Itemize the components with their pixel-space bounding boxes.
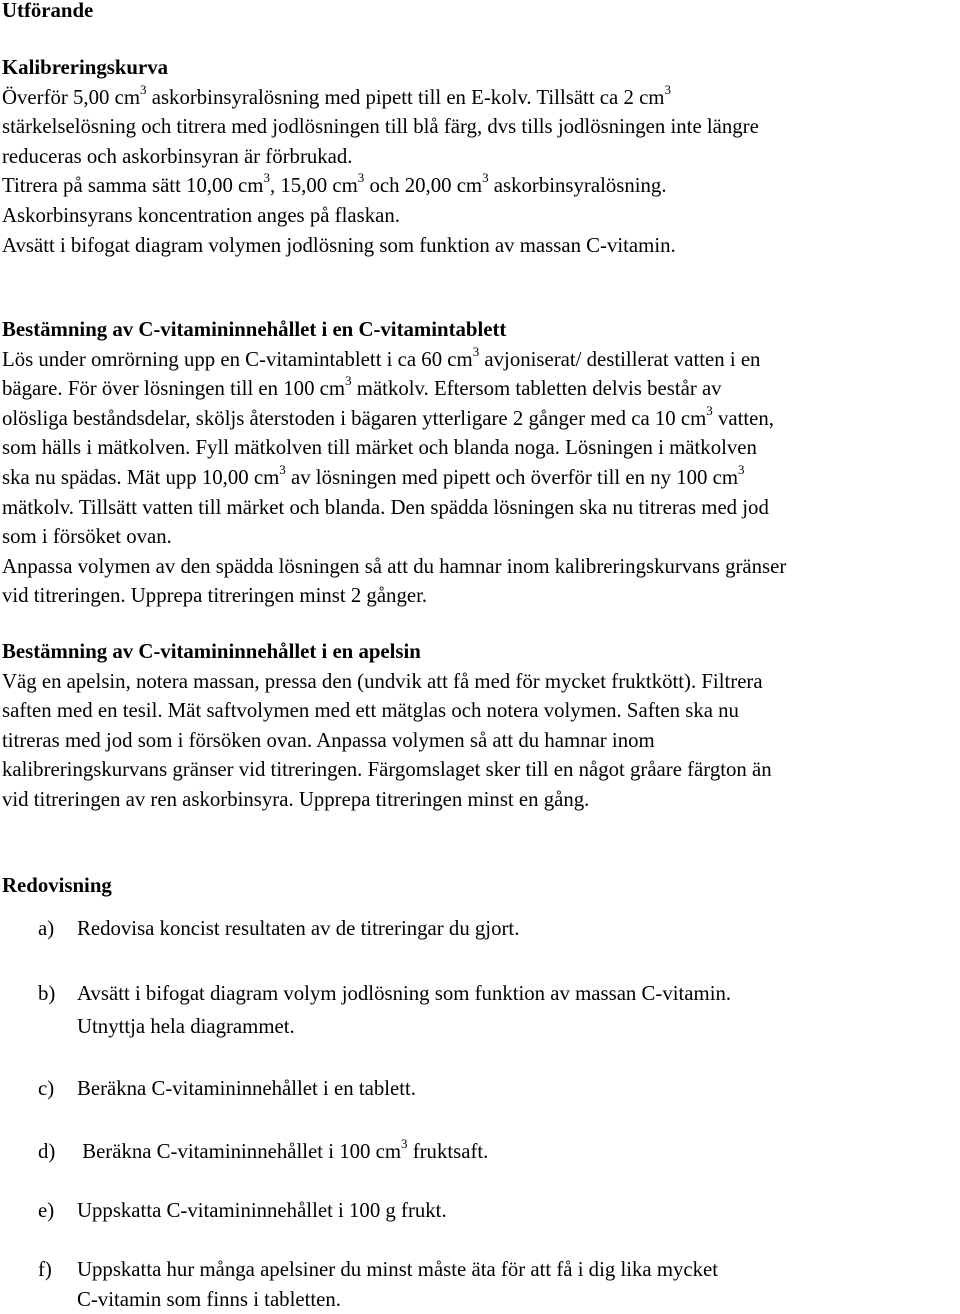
heading-kalibreringskurva: Kalibreringskurva [2,56,169,79]
superscript: 3 [706,402,713,418]
paragraph-line [2,404,952,434]
paragraph-line: vid titreringen av ren askorbinsyra. Upprepa titreringen minst en gång. [2,787,590,811]
superscript: 3 [738,462,745,478]
list-item-label: b) [38,982,56,1005]
superscript: 3 [345,373,352,389]
list-item-line [38,979,938,1009]
list-item-label: e) [38,1199,55,1222]
section-redovisning [2,871,952,901]
text-run: askorbinsyralösning. [488,174,667,198]
section-c-vitamintablett [2,315,952,611]
list-item [38,1196,938,1226]
paragraph-line: stärkelselösning och titrera med jodlösningen till blå färg, dvs tills jodlösningen inte längre [2,115,759,139]
heading-apelsin: Bestämning av C-vitamininnehållet i en apelsin [2,640,421,663]
text-run: och 20,00 cm [364,174,483,198]
superscript: 3 [279,462,286,478]
paragraph-line [2,463,952,493]
page-title: Utförande [2,0,94,22]
paragraph-line: reduceras och askorbinsyran är förbrukad. [2,144,353,168]
list-item-text: Beräkna C-vitamininnehållet i 100 cm [77,1140,401,1163]
list-item [38,1255,938,1314]
list-item [38,1137,938,1167]
paragraph-line: Avsätt i bifogat diagram volymen jodlösning som funktion av massan C-vitamin. [2,233,676,257]
paragraph-line [2,83,952,113]
paragraph-line: vid titreringen. Upprepa titreringen minst 2 gånger. [2,584,428,608]
list-item-continuation: C-vitamin som finns i tabletten. [77,1287,341,1311]
heading-tablett: Bestämning av C-vitamininnehållet i en C-vitamintablett [2,318,507,341]
text-run: vatten, [712,406,775,430]
section-title-utforande [2,0,952,26]
superscript: 3 [664,81,671,97]
text-run: av lösningen med pipett och överför till en ny 100 cm [285,465,738,489]
paragraph-line: Anpassa volymen av den spädda lösningen så att du hamnar inom kalibreringskurvans gränser [2,554,787,578]
list-item [38,1074,938,1104]
list-item-line [38,1137,938,1167]
list-item-continuation: Utnyttja hela diagrammet. [77,1014,295,1038]
list-item-text: Redovisa koncist resultaten av de titreringar du gjort. [77,917,520,940]
paragraph-line: som hälls i mätkolven. Fyll mätkolven till märket och blanda noga. Lösningen i mätkolven [2,436,757,460]
superscript: 3 [263,170,270,186]
superscript: 3 [140,81,147,97]
text-run: ska nu spädas. Mät upp 10,00 cm [2,465,280,489]
list-item-line [38,1074,938,1104]
list-item [38,979,938,1041]
paragraph-line: mätkolv. Tillsätt vatten till märket och blanda. Den spädda lösningen ska nu titreras med jod [2,495,769,519]
paragraph-line [2,374,952,404]
paragraph-line: som i försöket ovan. [2,525,172,549]
list-item-text: Avsätt i bifogat diagram volym jodlösning som funktion av massan C-vitamin. [77,982,732,1005]
list-item-text: Uppskatta C-vitamininnehållet i 100 g frukt. [77,1199,447,1222]
paragraph-line: titreras med jod som i försöken ovan. Anpassa volymen så att du hamnar inom [2,728,655,752]
heading-redovisning: Redovisning [2,874,112,897]
superscript: 3 [401,1136,408,1152]
list-item-line [38,1196,938,1226]
list-item-label: a) [38,917,55,940]
list-item-label: c) [38,1077,55,1100]
superscript: 3 [357,170,365,186]
superscript: 3 [482,170,489,186]
paragraph-line: Askorbinsyrans koncentration anges på flaskan. [2,203,400,227]
text-run: , 15,00 cm [269,174,358,198]
text-run: askorbinsyralösning med pipett till en E-kolv. Tillsätt ca 2 cm [146,85,665,109]
text-run: Lös under omrörning upp en C-vitamintablett i ca 60 cm [2,347,473,371]
text-run: Överför 5,00 cm [2,85,141,109]
list-item-text: Beräkna C-vitamininnehållet i en tablett. [77,1077,416,1100]
list-item [38,914,938,944]
list-item-text: fruktsaft. [407,1140,489,1163]
list-item-text: Uppskatta hur många apelsiner du minst måste äta för att få i dig lika mycket [77,1258,719,1281]
list-item-line [38,1255,938,1285]
paragraph-line: kalibreringskurvans gränser vid titreringen. Färgomslaget sker till en något gråare färgton än [2,758,772,782]
list-item-line [38,914,938,944]
paragraph-line [2,345,952,375]
superscript: 3 [472,343,480,359]
paragraph-line: Väg en apelsin, notera massan, pressa den (undvik att få med för mycket fruktkött). Filtrera [2,669,763,693]
paragraph-line: saften med en tesil. Mät saftvolymen med ett mätglas och notera volymen. Saften ska nu [2,699,739,723]
list-item-label: f) [38,1258,52,1281]
section-kalibreringskurva [2,53,952,260]
text-run: bägare. För över lösningen till en 100 cm [2,377,346,401]
text-run: Titrera på samma sätt 10,00 cm [2,174,264,198]
paragraph-line [2,171,952,201]
section-apelsin [2,637,952,815]
list-item-label: d) [38,1140,56,1163]
text-run: mätkolv. Eftersom tabletten delvis består av [351,377,722,401]
text-run: olösliga beståndsdelar, sköljs återstoden i bägaren ytterligare 2 gånger med ca 10 cm [2,406,707,430]
text-run: avjoniserat/ destillerat vatten i en [479,347,761,371]
